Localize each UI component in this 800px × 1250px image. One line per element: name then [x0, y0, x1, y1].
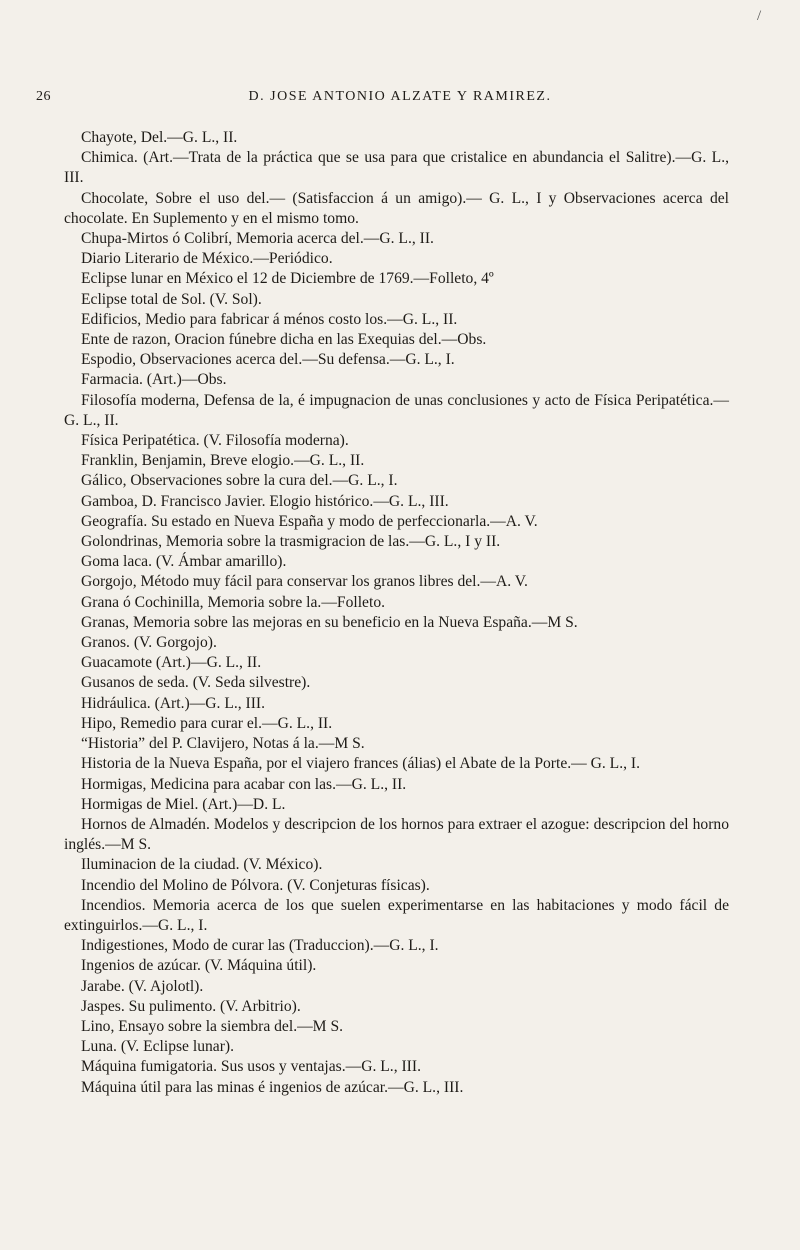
- index-entry: Gusanos de seda. (V. Seda silvestre).: [81, 674, 311, 692]
- index-entry: Guacamote (Art.)—G. L., II.: [81, 654, 262, 672]
- index-entry: Eclipse lunar en México el 12 de Diciembre de 1769.—Folleto, 4º: [81, 270, 494, 288]
- index-entry: Gálico, Observaciones sobre la cura del.—G. L., I.: [81, 472, 398, 490]
- index-entry: Farmacia. (Art.)—Obs.: [81, 371, 227, 389]
- index-entry: Iluminacion de la ciudad. (V. México).: [81, 856, 323, 874]
- index-entry: Granos. (V. Gorgojo).: [81, 634, 217, 652]
- index-entry: Chocolate, Sobre el uso del.— (Satisfaccion á un amigo).— G. L., I y Observaciones acerca del chocolate. En Suplemento y en el mismo tomo.: [64, 189, 729, 227]
- index-entry: Incendios. Memoria acerca de los que suelen experimentarse en las habitaciones y modo fácil de extinguirlos.—G. L., I.: [64, 896, 729, 934]
- index-entry: Máquina fumigatoria. Sus usos y ventajas.—G. L., III.: [81, 1058, 421, 1076]
- index-entry: Eclipse total de Sol. (V. Sol).: [81, 290, 262, 308]
- index-entry: Gorgojo, Método muy fácil para conservar los granos libres del.—A. V.: [81, 573, 528, 591]
- index-entry: Espodio, Observaciones acerca del.—Su defensa.—G. L., I.: [81, 351, 455, 369]
- index-entries: [64, 128, 729, 1098]
- index-entry: Ingenios de azúcar. (V. Máquina útil).: [81, 957, 317, 975]
- index-entry: Incendio del Molino de Pólvora. (V. Conjeturas físicas).: [81, 876, 430, 894]
- index-entry: Golondrinas, Memoria sobre la trasmigracion de las.—G. L., I y II.: [81, 533, 501, 551]
- index-entry: Franklin, Benjamin, Breve elogio.—G. L., II.: [81, 452, 365, 470]
- index-entry: Goma laca. (V. Ámbar amarillo).: [81, 553, 287, 571]
- index-entry: “Historia” del P. Clavijero, Notas á la.—M S.: [81, 735, 365, 753]
- index-entry: Gamboa, D. Francisco Javier. Elogio histórico.—G. L., III.: [81, 492, 449, 510]
- index-entry: Jaspes. Su pulimento. (V. Arbitrio).: [81, 997, 301, 1015]
- index-entry: Física Peripatética. (V. Filosofía moderna).: [81, 432, 349, 450]
- index-entry: Chupa-Mirtos ó Colibrí, Memoria acerca del.—G. L., II.: [81, 230, 434, 248]
- index-entry: Ente de razon, Oracion fúnebre dicha en las Exequias del.—Obs.: [81, 331, 487, 349]
- index-entry: Máquina útil para las minas é ingenios de azúcar.—G. L., III.: [81, 1078, 464, 1096]
- index-entry: Lino, Ensayo sobre la siembra del.—M S.: [81, 1017, 344, 1035]
- index-entry: Chimica. (Art.—Trata de la práctica que se usa para que cristalice en abundancia el Salitre).—G. L., III.: [64, 149, 729, 187]
- index-entry: Hormigas, Medicina para acabar con las.—G. L., II.: [81, 775, 407, 793]
- index-entry: Hornos de Almadén. Modelos y descripcion de los hornos para extraer el azogue: descripcion del horno inglés.—M S.: [64, 815, 729, 854]
- index-entry: Hidráulica. (Art.)—G. L., III.: [81, 694, 266, 712]
- page-corner-mark: /: [757, 8, 762, 24]
- index-entry: Granas, Memoria sobre las mejoras en su beneficio en la Nueva España.—M S.: [81, 613, 578, 631]
- index-entry: Historia de la Nueva España, por el viajero frances (álias) el Abate de la Porte.— G. L., I.: [81, 755, 640, 773]
- index-entry: Hormigas de Miel. (Art.)—D. L.: [81, 795, 286, 813]
- index-entry: Indigestiones, Modo de curar las (Traduccion).—G. L., I.: [81, 937, 439, 955]
- index-entry: Geografía. Su estado en Nueva España y modo de perfeccionarla.—A. V.: [81, 512, 538, 530]
- index-entry: Luna. (V. Eclipse lunar).: [81, 1038, 235, 1056]
- index-entry: Hipo, Remedio para curar el.—G. L., II.: [81, 714, 333, 732]
- index-entry: Jarabe. (V. Ajolotl).: [81, 977, 204, 995]
- index-entry: Filosofía moderna, Defensa de la, é impugnacion de unas conclusiones y acto de Física Peripatética.—G. L., II.: [64, 391, 729, 429]
- page-number: 26: [36, 89, 51, 104]
- index-entry: Diario Literario de México.—Periódico.: [81, 250, 333, 268]
- running-head: D. JOSE ANTONIO ALZATE Y RAMIREZ.: [248, 89, 552, 104]
- index-entry: Grana ó Cochinilla, Memoria sobre la.—Folleto.: [81, 593, 386, 611]
- index-entry: Chayote, Del.—G. L., II.: [81, 129, 238, 146]
- index-entry: Edificios, Medio para fabricar á ménos costo los.—G. L., II.: [81, 310, 458, 328]
